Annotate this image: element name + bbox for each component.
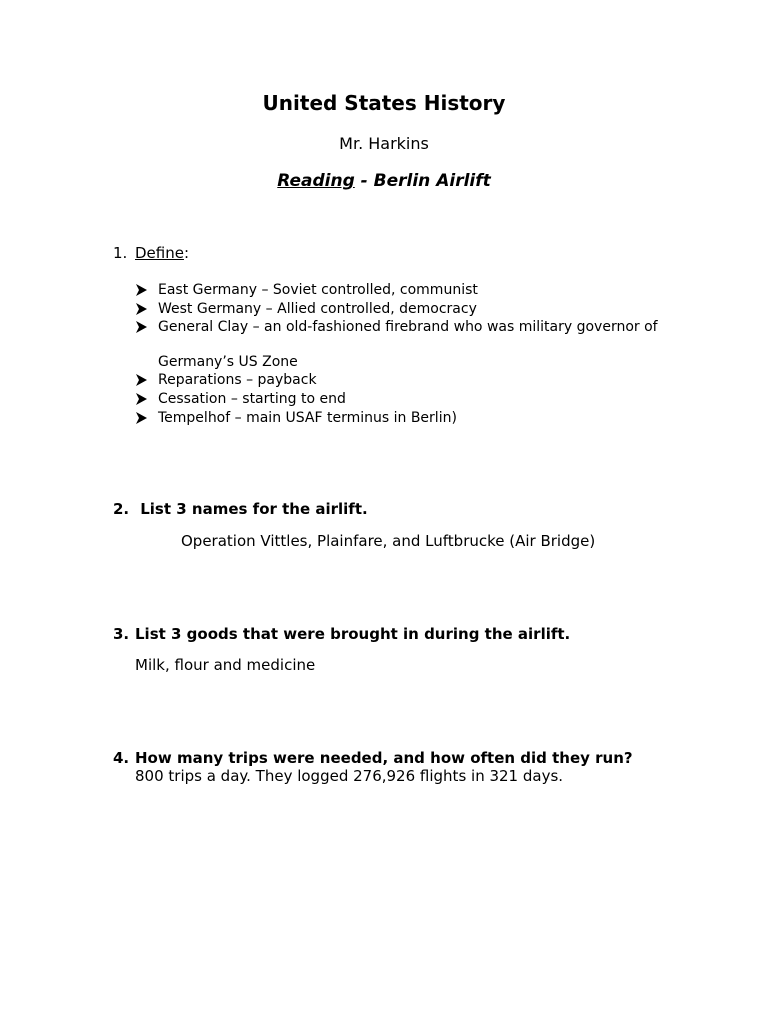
teacher-name: Mr. Harkins <box>339 134 429 153</box>
definition-text: General Clay – an old-fashioned firebrand who was military governor of <box>158 319 658 336</box>
question-3-text: List 3 goods that were brought in during the airlift. <box>135 625 571 643</box>
arrowhead-bullet-icon <box>135 412 148 424</box>
question-1-colon: : <box>183 244 190 262</box>
arrowhead-bullet-icon <box>135 284 148 296</box>
definition-list <box>135 281 658 427</box>
definition-text: East Germany – Soviet controlled, communist <box>158 282 478 298</box>
definition-item <box>135 390 658 409</box>
definition-item <box>135 318 658 371</box>
arrowhead-bullet-icon <box>135 321 148 333</box>
definition-item <box>135 371 658 390</box>
subtitle-topic: - Berlin Airlift <box>354 171 491 191</box>
subtitle-reading: Reading <box>277 171 355 191</box>
definition-text: Reparations – payback <box>158 372 317 389</box>
question-2-number: 2. <box>113 500 130 518</box>
definition-text: West Germany – Allied controlled, democracy <box>158 300 477 317</box>
definition-text-continuation: Germany’s US Zone <box>158 353 298 370</box>
arrowhead-bullet-icon <box>135 374 148 386</box>
arrowhead-bullet-icon <box>135 393 148 405</box>
question-4-text: How many trips were needed, and how often did they run? <box>135 749 633 767</box>
question-4 <box>113 749 633 767</box>
definition-item <box>135 409 658 428</box>
question-2-text: List 3 names for the airlift. <box>140 500 368 518</box>
document-title: United States History <box>262 91 506 115</box>
definition-text: Tempelhof – main USAF terminus in Berlin) <box>158 409 457 426</box>
definition-item <box>135 300 658 319</box>
question-1 <box>113 244 189 262</box>
question-2 <box>113 500 368 518</box>
answer-3: Milk, flour and medicine <box>135 656 316 674</box>
assignment-subtitle <box>0 171 768 191</box>
question-1-number: 1. <box>113 244 128 262</box>
question-3-number: 3. <box>113 625 130 643</box>
answer-4: 800 trips a day. They logged 276,926 flights in 321 days. <box>135 767 564 785</box>
question-1-define-label: Define <box>135 244 184 262</box>
definition-text: Cessation – starting to end <box>158 390 346 407</box>
arrowhead-bullet-icon <box>135 303 148 315</box>
answer-2: Operation Vittles, Plainfare, and Luftbrucke (Air Bridge) <box>181 532 596 550</box>
question-3 <box>113 625 570 643</box>
question-4-number: 4. <box>113 749 130 767</box>
definition-item <box>135 281 658 300</box>
